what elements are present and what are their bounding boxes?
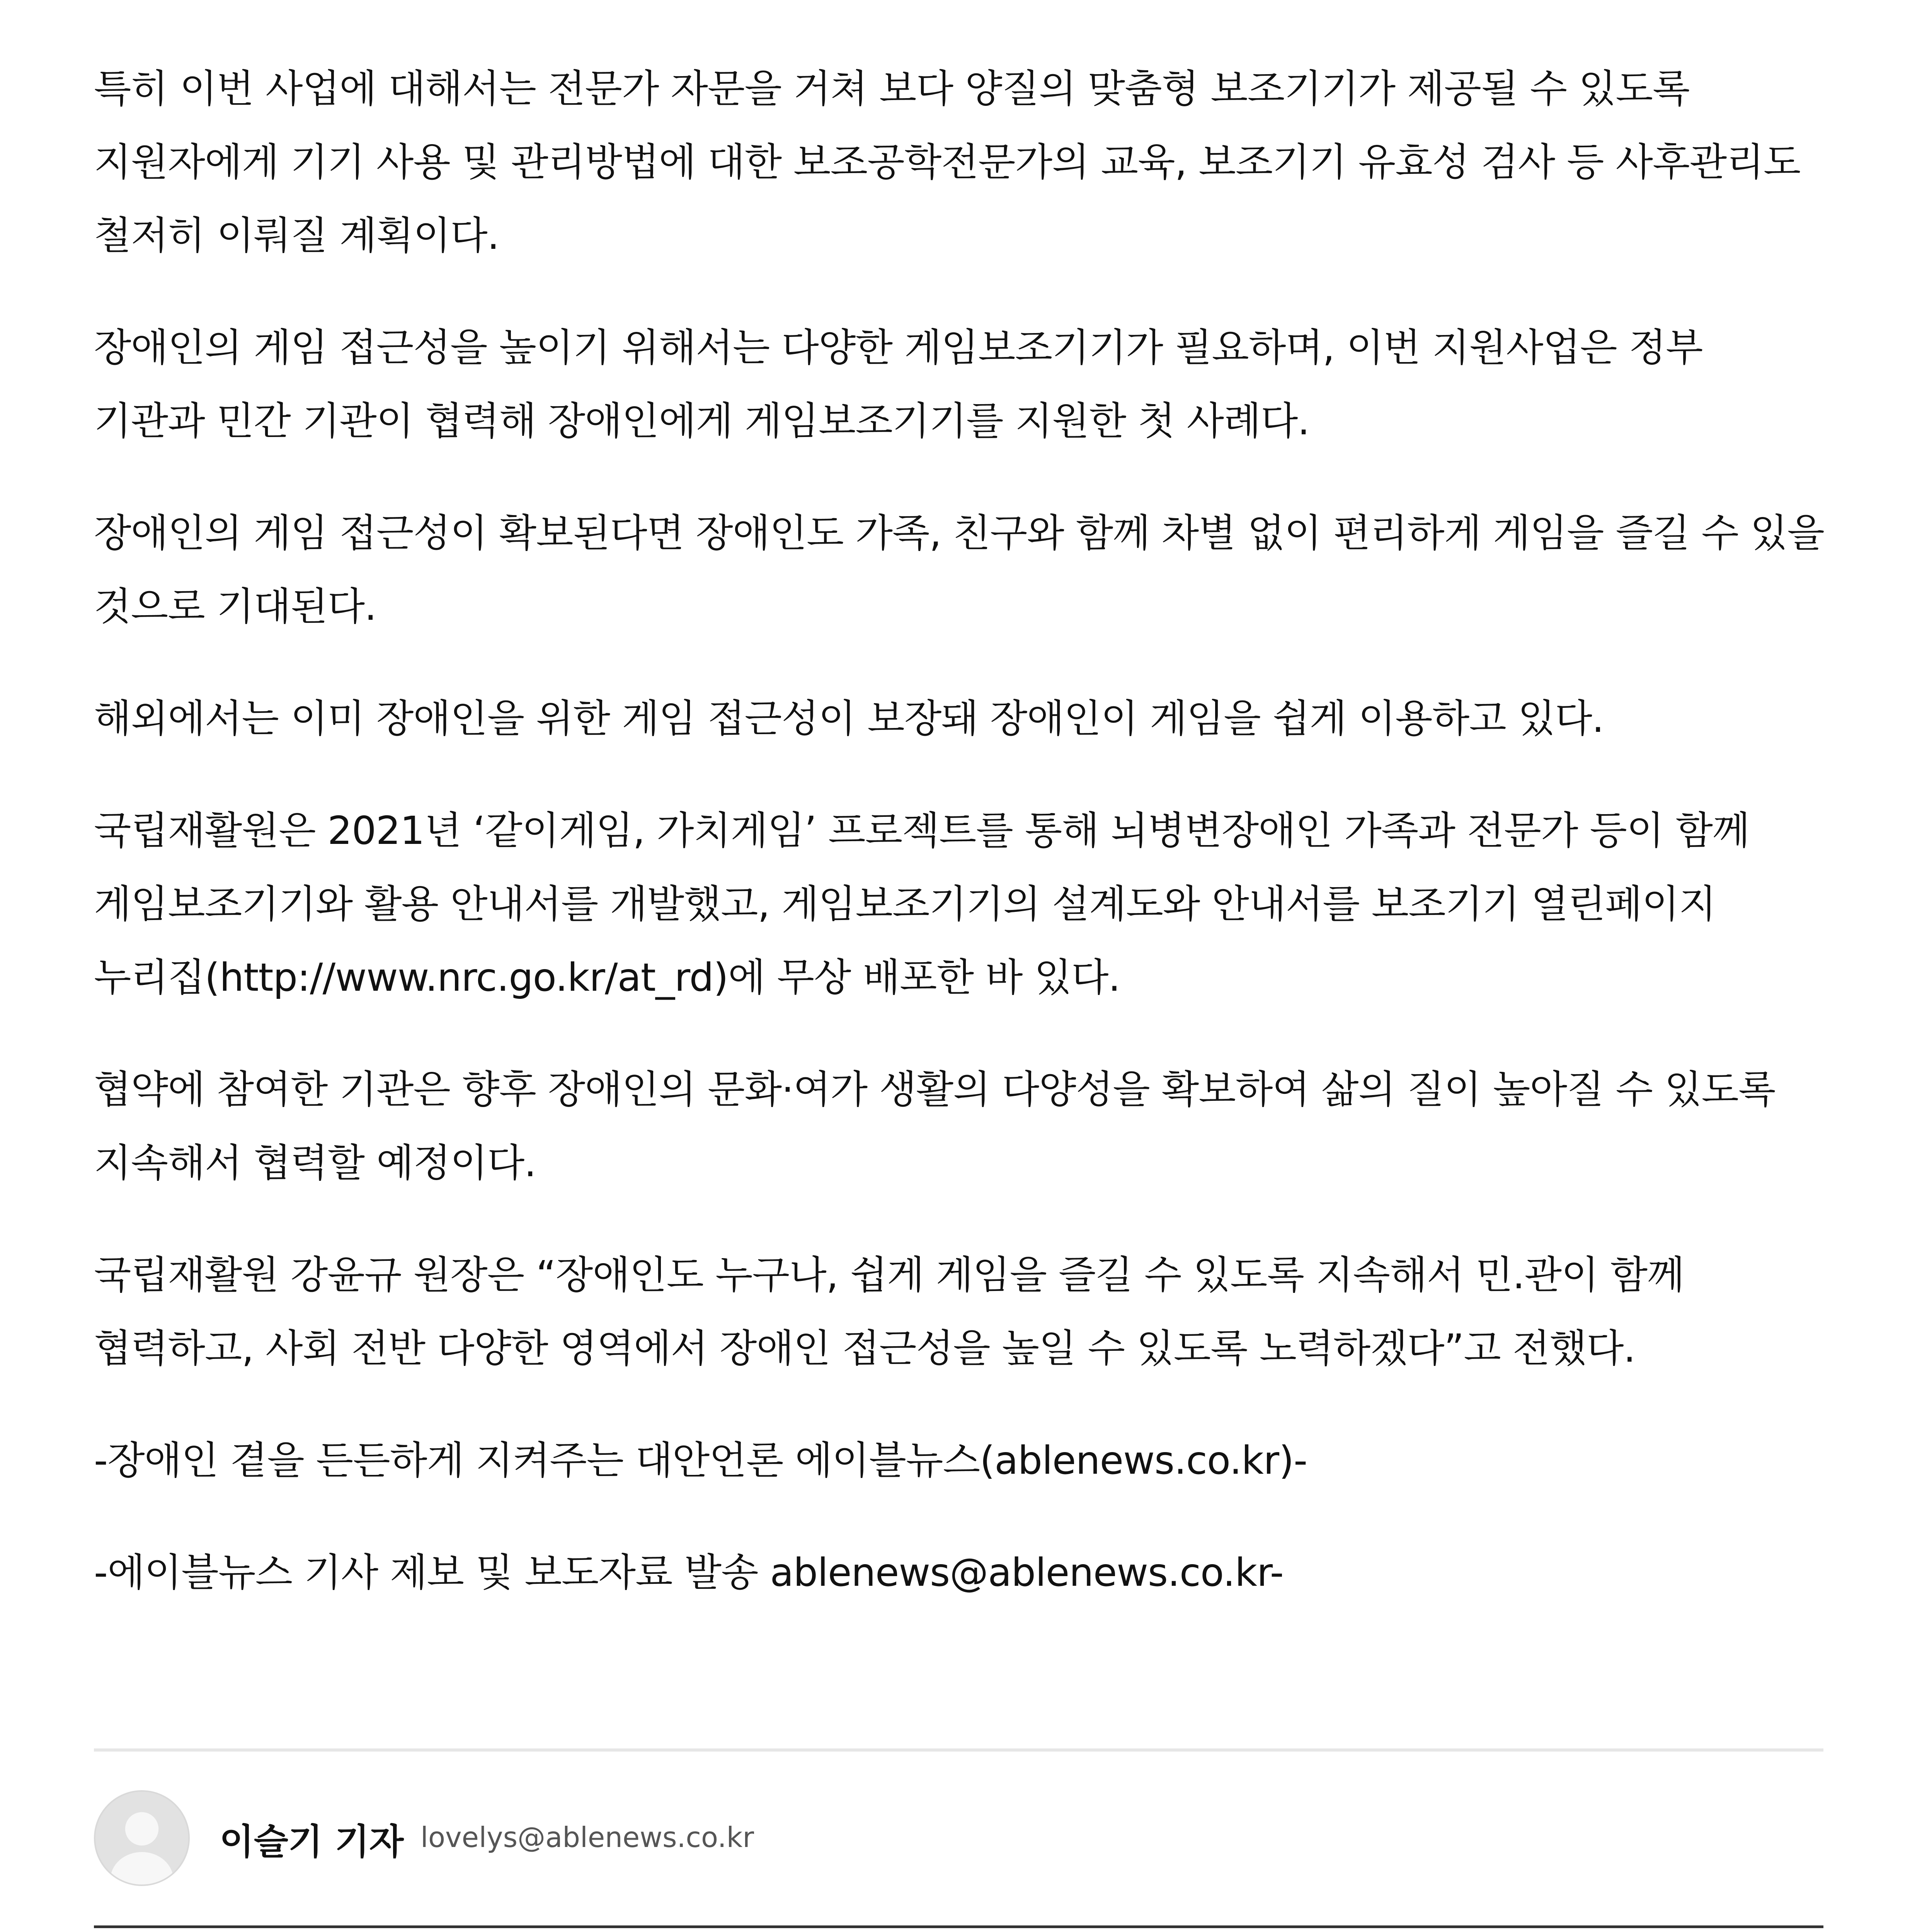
article-paragraph: 장애인의 게임 접근성을 높이기 위해서는 다양한 게임보조기기가 필요하며, 이번 지원사업은 정부 기관과 민간 기관이 협력해 장애인에게 게임보조기기를 지원한 첫 사례다. bbox=[94, 325, 1703, 444]
article-paragraph: 장애인의 게임 접근성이 확보된다면 장애인도 가족, 친구와 함께 차별 없이 편리하게 게임을 즐길 수 있을 것으로 기대된다. bbox=[94, 510, 1825, 629]
article-paragraph: 국립재활원 강윤규 원장은 “장애인도 누구나, 쉽게 게임을 즐길 수 있도록 지속해서 민.관이 함께 협력하고, 사회 전반 다양한 영역에서 장애인 접근성을 높일 수 있도록 노력하겠다”고 전했다. bbox=[94, 1252, 1684, 1371]
article-paragraph: 국립재활원은 2021년 ‘같이게임, 가치게임’ 프로젝트를 통해 뇌병변장애인 가족과 전문가 등이 함께 게임보조기기와 활용 안내서를 개발했고, 게임보조기기의 설계도와 안내서를 보조기기 열린페이지 누리집(http://www.nrc.go.kr/at_rd)에 무상 배포한 바 있다. bbox=[94, 808, 1750, 1000]
author-name: 이슬기 기자 bbox=[220, 1821, 404, 1862]
article-paragraph: -에이블뉴스 기사 제보 및 보도자료 발송 ablenews@ablenews.co.kr- bbox=[94, 1550, 1284, 1595]
article-paragraph: 해외에서는 이미 장애인을 위한 게임 접근성이 보장돼 장애인이 게임을 쉽게 이용하고 있다. bbox=[94, 696, 1604, 741]
author-avatar bbox=[94, 1790, 190, 1886]
article-paragraph: 특히 이번 사업에 대해서는 전문가 자문을 거쳐 보다 양질의 맞춤형 보조기기가 제공될 수 있도록 지원자에게 기기 사용 및 관리방법에 대한 보조공학전문가의 교육, 보조기기 유효성 검사 등 사후관리도 철저히 이뤄질 계획이다. bbox=[94, 66, 1801, 258]
author-email[interactable]: lovelys@ablenews.co.kr bbox=[420, 1821, 754, 1854]
default-user-avatar-icon bbox=[95, 1792, 188, 1884]
article-paragraph: -장애인 곁을 든든하게 지켜주는 대안언론 에이블뉴스(ablenews.co.kr)- bbox=[94, 1438, 1307, 1483]
article-paragraph: 협약에 참여한 기관은 향후 장애인의 문화·여가 생활의 다양성을 확보하여 삶의 질이 높아질 수 있도록 지속해서 협력할 예정이다. bbox=[94, 1067, 1776, 1185]
author-box bbox=[94, 1748, 1823, 1928]
article-body bbox=[94, 52, 1825, 1648]
